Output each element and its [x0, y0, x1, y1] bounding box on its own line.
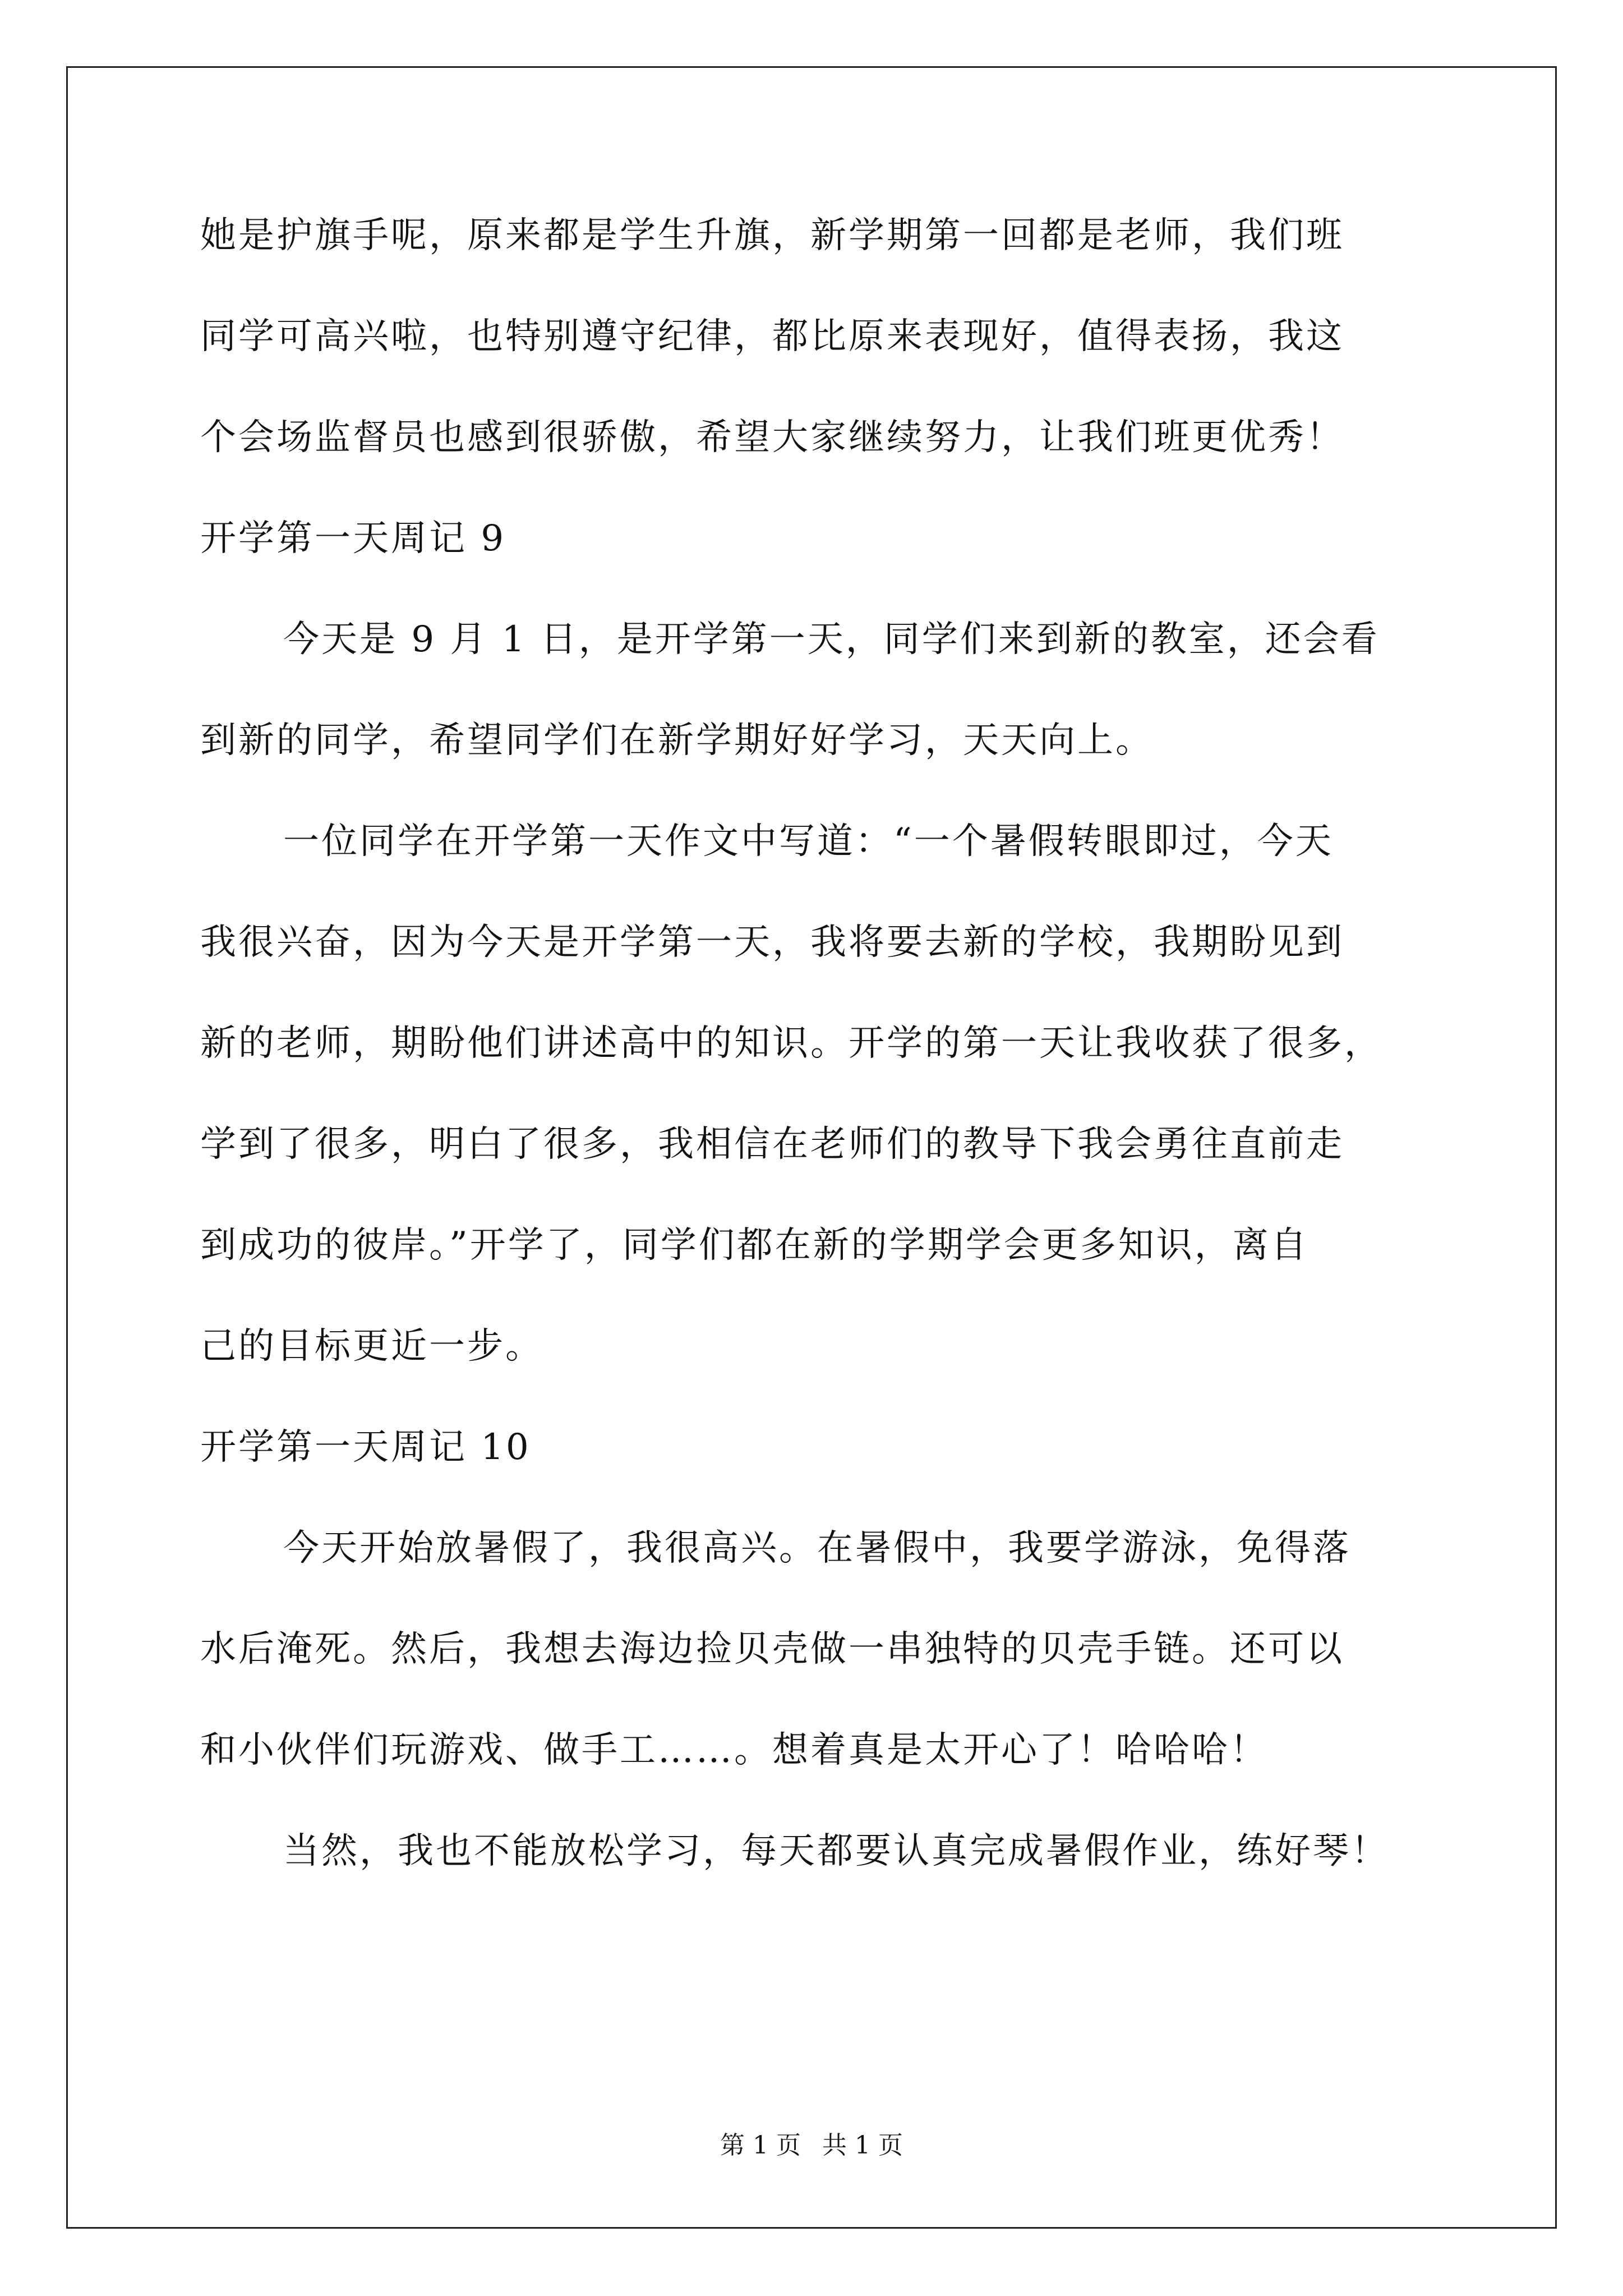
text-line: 一位同学在开学第一天作文中写道：“一个暑假转眼即过，今天: [283, 821, 1334, 862]
page-footer: [0, 2129, 1623, 2162]
text-line: 她是护旗手呢，原来都是学生升旗，新学期第一回都是老师，我们班: [200, 215, 1344, 256]
text-line: 新的老师，期盼他们讲述高中的知识。开学的第一天让我收获了很多，: [200, 1023, 1382, 1064]
page-number: 第 1 页: [720, 2131, 801, 2160]
text-line: 当然，我也不能放松学习，每天都要认真完成暑假作业，练好琴！: [283, 1830, 1389, 1872]
text-line: 和小伙伴们玩游戏、做手工……。想着真是太开心了！哈哈哈！: [200, 1729, 1268, 1771]
text-line: 到成功的彼岸。”开学了，同学们都在新的学期学会更多知识，离自: [200, 1225, 1309, 1266]
text-line: 己的目标更近一步。: [200, 1326, 543, 1367]
text-line: 我很兴奋，因为今天是开学第一天，我将要去新的学校，我期盼见到: [200, 922, 1344, 963]
page-total: 共 1 页: [822, 2131, 903, 2160]
text-line: 今天开始放暑假了，我很高兴。在暑假中，我要学游泳，免得落: [283, 1527, 1351, 1569]
section-heading: 开学第一天周记 10: [200, 1427, 531, 1468]
text-line: 同学可高兴啦，也特别遵守纪律，都比原来表现好，值得表扬，我这: [200, 316, 1344, 357]
text-line: 学到了很多，明白了很多，我相信在老师们的教导下我会勇往直前走: [200, 1124, 1344, 1165]
section-heading: 开学第一天周记 9: [200, 518, 506, 559]
text-line: 到新的同学，希望同学们在新学期好好学习，天天向上。: [200, 720, 1154, 761]
text-line: 个会场监督员也感到很骄傲，希望大家继续努力，让我们班更优秀！: [200, 417, 1344, 458]
text-line: 水后淹死。然后，我想去海边捡贝壳做一串独特的贝壳手链。还可以: [200, 1628, 1344, 1670]
text-line: 今天是 9 月 1 日，是开学第一天，同学们来到新的教室，还会看: [283, 619, 1380, 660]
